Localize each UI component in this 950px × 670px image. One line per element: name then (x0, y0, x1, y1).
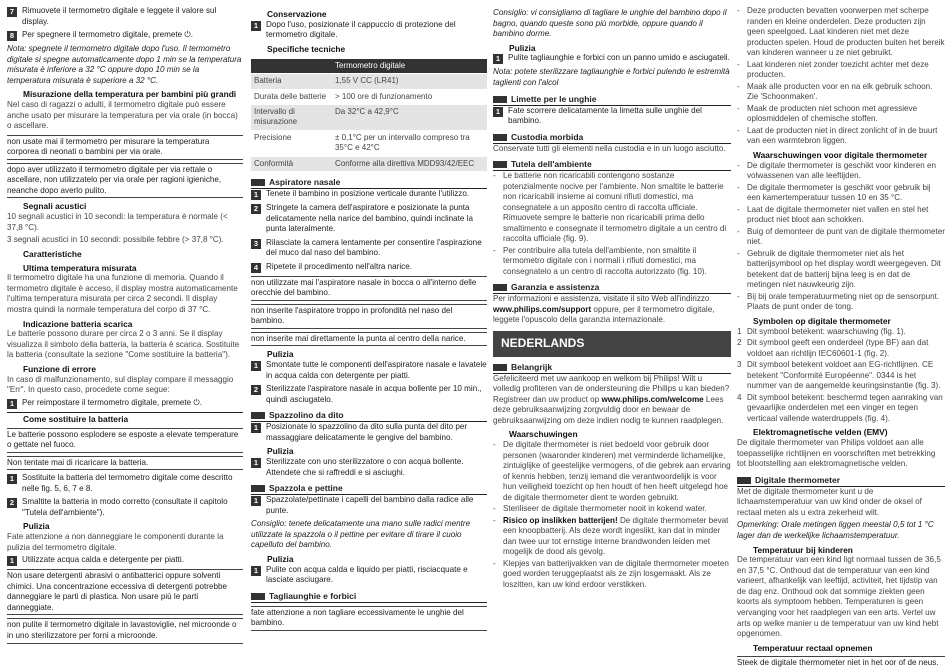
support-link[interactable]: www.philips.com/support (493, 304, 592, 314)
para-important: Gefeliciteerd met uw aankoop en welkom bij Philips! Wilt u volledig profiteren van de ondersteuning die Philips u kan bieden? Registreer dan uw product op www.philips.com/welcome Lees deze gebruiksaanwijzing zorgvuldig door en bewaar de gebruiksaanwijzing om deze indien nodig te kunnen raadplegen. (493, 373, 730, 425)
section-nasal-aspirator: Aspiratore nasale (251, 177, 487, 189)
list-item: - Risico op inslikken batterijen! De digitale thermometer bevat een knoopbatterij. Als deze wordt ingeslikt, kan dat in minder dan twee uur tot ernstige interne brandwonden leiden met mogelijk de dood als gevolg. (493, 515, 729, 557)
heading-older-children: Misurazione della temperatura per bambini più grandi (23, 89, 237, 100)
warning-oral-infants: non usate mai il termometro per misurare la temperatura corporea di neonati o bambini per via orale. (7, 135, 243, 160)
heading-symbols: Symbolen op digitale thermometer (753, 315, 891, 326)
step-aspirator-2: 2 Stringete la camera dell'aspiratore e posizionate la punta delicatamente nella narice del bambino, quindi inclinate la punta lateralmente. (251, 203, 487, 235)
para-beeps-fever: 3 segnali acustici in 10 secondi: possibile febbre (> 37,8 °C). (7, 235, 224, 245)
heading-emf: Elektromagnetische velden (EMV) (753, 427, 888, 438)
heading-low-battery: Indicazione batteria scarica (23, 318, 133, 329)
step-finger-clean: 1 Sterilizzate con uno sterilizzatore o con acqua bollente. Attendete che si raffreddi e si asciughi. (251, 457, 487, 478)
spec-header: Termometro digitale (332, 59, 487, 74)
step-aspirator-4: 4 Ripetete il procedimento nell'altra narice. (251, 262, 487, 273)
section-brush-comb: Spazzola e pettine (251, 483, 487, 495)
note-switch-off: Nota: spegnete il termometro digitale dopo l'uso. Il termometro digitale si spegne automaticamente dopo 1 min se la temperatura misurata è inferiore a 32 °C oppure dopo 10 min se la temperatura misurata è superiore a 32 °C. (7, 44, 242, 85)
heading-brush-cleaning: Pulizia (267, 553, 294, 564)
step-asp-clean-2: 2 Sterilizzate l'aspiratore nasale in acqua bollente per 10 min., quindi asciugatelo. (251, 384, 487, 405)
step-aspirator-3: 3 Rilasciate la camera lentamente per consentire l'aspirazione del muco dal naso del bambino. (251, 238, 487, 259)
step-7: 7 Rimuovete il termometro digitale e leggete il valore sul display. (7, 6, 243, 27)
section-important: Belangrijk (493, 362, 731, 374)
list-item: - De digitale thermometer is geschikt voor gebruik bij een kamertemperatuur tussen 10 en 35 °C. (737, 182, 931, 203)
para-older-children: Nel caso di ragazzi o adulti, il termometro digitale può essere anche usato per misurare la temperatura per via orale (in bocca) o ascellare. (7, 100, 238, 131)
section-marker-icon (493, 364, 507, 371)
column-dutch (737, 6, 945, 670)
warning-explode: Le batterie possono esplodere se esposte a elevate temperature o gettate nel fuoco. (7, 428, 243, 453)
list-item: 1 Dit symbool betekent: waarschuwing (fig. 1). (737, 326, 906, 336)
section-warranty: Garanzia e assistenza (493, 282, 731, 294)
heading-finger-cleaning: Pulizia (267, 446, 294, 457)
column-italian-1 (7, 6, 243, 647)
step-reset: 1 Per reimpostare il termometro digitale, premete ⏻. (7, 398, 243, 409)
heading-replace-battery: Come sostituire la batteria (7, 412, 243, 425)
section-marker-icon (251, 485, 265, 492)
heading-thermometer-warnings: Waarschuwingen voor digitale thermometer (753, 149, 928, 160)
heading-error: Funzione di errore (23, 363, 97, 374)
heading-cleaning: Pulizia (23, 521, 50, 532)
step-replace-1: 1 Sostituite la batteria del termometro digitale come descritto nelle fig. 5, 6, 7 e 8. (7, 473, 243, 494)
list-item: - Maak alle producten voor en na elk gebruik schoon. Zie 'Schoonmaken'. (737, 81, 933, 102)
para-warranty: Per informazioni e assistenza, visitate il sito Web all'indirizzo www.philips.com/support oppure, per il termometro digitale, leggete l'opuscolo della garanzia internazionale. (493, 294, 715, 325)
section-marker-icon (251, 593, 265, 600)
spec-row: Precisione ± 0,1°C per un intervallo compreso tra 35°C e 42°C (251, 130, 487, 156)
heading-features: Caratteristiche (23, 248, 82, 259)
step-brush-clean: 1 Pulite con acqua calda e liquido per piatti, risciacquate e lasciate asciugare. (251, 565, 487, 586)
list-item: - Deze producten bevatten voorwerpen met scherpe randen en kleine onderdelen. Deze producten zijn geen speelgoed. Laat kinderen niet met deze producten spelen. Houd de producten buiten het bereik van kinderen wanneer u ze niet gebruikt. (737, 6, 945, 58)
step-clean-1: 1 Utilizzate acqua calda e detergente per piatti. (7, 555, 243, 566)
list-item: 2 Dit symbool geeft een onderdeel (type BF) aan dat voldoet aan richtlijn IEC60601-1 (fig. 2). (737, 338, 929, 358)
list-item: - De digitale thermometer is geschikt voor kinderen en volwassenen van alle leeftijden. (737, 160, 936, 181)
para-low-battery: Le batterie possono durare per circa 2 o 3 anni. Se il display visualizza il simbolo della batteria, la batteria è scarica. Sostituite la batteria (consultate la sezione "Come sostituire la batteria"). (7, 329, 240, 360)
step-nail-file: 1 Fate scorrere delicatamente la limetta sulle unghie del bambino. (493, 106, 731, 127)
list-item: 4 Dit symbool betekent: beschermd tegen aanraking van gevaarlijke onderdelen met een vinger en tegen verticaal vallende waterdruppels (fig. 4). (737, 392, 943, 423)
spec-row: Intervallo di misurazione Da 32°C a 42,9°C (251, 105, 487, 131)
heading-specs: Specifiche tecniche (267, 43, 346, 54)
section-finger-brush: Spazzolino da dito (251, 410, 487, 422)
heading-scissors-cleaning: Pulizia (509, 42, 536, 53)
section-marker-icon (251, 412, 265, 419)
section-environment: Tutela dell'ambiente (493, 159, 731, 171)
warning-rectal: Steek de digitale thermometer niet in het oor of de neus. (737, 656, 945, 670)
column-italian-2 (251, 6, 487, 634)
warning-detergent: Non usare detergenti abrasivi o antibatterici oppure solventi chimici. Una concentrazione eccessiva di detergenti potrebbe danneggiare le parti di plastica. Non usare più le parti danneggiate. (7, 569, 243, 615)
heading-aspirator-cleaning: Pulizia (267, 349, 294, 360)
list-item: - Buig of demonteer de punt van de digitale thermometer niet. (737, 226, 945, 247)
warning-hygiene: dopo aver utilizzato il termometro digitale per via rettale o ascellare, non utilizzatelo per via orale per ragioni igieniche, neanche dopo averlo pulito. (7, 163, 243, 199)
list-item: 3 Dit symbool betekent voldoet aan EG-richtlijnen. CE betekent "Conformité Européenne". 0344 is het nummer van de aangemelde keuringsinstantie (fig. 3). (737, 360, 941, 391)
note-nails: Consiglio: vi consigliamo di tagliare le unghie del bambino dopo il bagno, quando queste sono più morbide, oppure quando il bambino dorme. (493, 8, 727, 39)
step-finger-brush: 1 Posizionate lo spazzolino da dito sulla punta del dito per massaggiare delicatamente le gengive del bambino. (251, 422, 487, 443)
list-item: - Per contribuire alla tutela dell'ambiente, non smaltite il termometro digitale con i normali i rifiuti domestici, ma consegnatelo a un centro di raccolta autorizzato (fig. 10). (493, 245, 707, 276)
spec-row: Durata delle batterie > 100 ore di funzionamento (251, 89, 487, 104)
heading-child-temperature: Temperatuur bij kinderen (753, 544, 853, 555)
warning-scissors: fate attenzione a non tagliare eccessivamente le unghie del bambino. (251, 606, 487, 631)
list-item: - Le batterie non ricaricabili contengono sostanze potenzialmente nocive per l'ambiente. Non smaltite le batterie non ricaricabili insieme ai comuni rifiuti domestici, ma consegnatele a un apposito centro di raccolta ufficiale. Rimuovete sempre le batterie non ricaricabili prima dello smaltimento e consegnate il termometro digitale a un centro di raccolta ufficiale (fig. 9). (493, 171, 727, 244)
note-oral: Opmerking: Orale metingen liggen meestal 0,5 tot 1 °C lager dan de werkelijke lichaamstemperatuur. (737, 520, 934, 540)
para-emf: De digitale thermometer van Philips voldoet aan alle toepasselijke richtlijnen en voorschriften met betrekking tot blootstelling aan elektromagnetische velden. (737, 438, 936, 469)
note-sterilize: Nota: potete sterilizzare tagliaunghie e forbici pulendo le estremità taglienti con l'alcol (493, 67, 730, 87)
section-marker-icon (251, 179, 265, 186)
section-scissors: Tagliaunghie e forbici (251, 591, 487, 603)
step-asp-clean-1: 1 Smontate tutte le componenti dell'aspiratore nasale e lavatele in acqua calda con detergente per piatti. (251, 360, 487, 381)
section-marker-icon (493, 134, 507, 141)
list-item: - Laat kinderen niet zonder toezicht achter met deze producten. (737, 59, 929, 80)
para-cleaning: Fate attenzione a non danneggiare le componenti durante la pulizia del termometro digitale. (7, 532, 224, 552)
language-banner: NEDERLANDS (493, 331, 731, 357)
warning-aspirator-center: non inserite mai direttamente la punta al centro della narice. (251, 332, 487, 347)
section-marker-icon (493, 161, 507, 168)
step-storage: 1 Dopo l'uso, posizionate il cappuccio di protezione del termometro digitale. (251, 20, 487, 41)
heading-rectal: Temperatuur rectaal opnemen (753, 642, 873, 653)
welcome-link[interactable]: www.philips.com/welcome (601, 394, 704, 404)
warning-aspirator-depth: non inserite l'aspiratore troppo in profondità nel naso del bambino. (251, 304, 487, 329)
list-item: - Laat de digitale thermometer niet vallen en stel het product niet bloot aan schokken. (737, 204, 929, 225)
spec-row: Conformità Conforme alla direttiva MDD93/42/EEC (251, 156, 487, 171)
list-item: - Maak de producten niet schoon met agressieve oplosmiddelen of chemische stoffen. (737, 103, 918, 124)
list-item: - Klepjes van batterijvakken van de digitale thermometer moeten goed worden teruggeplaatst als ze zijn losgemaakt. Als ze loszitten, kan uw kind erdoor verstikken. (493, 558, 729, 589)
step-replace-2: 2 Smaltite la batteria in modo corretto (consultate il capitolo "Tutela dell'ambiente"). (7, 497, 243, 518)
para-beeps-normal: 10 segnali acustici in 10 secondi: la temperatura è normale (< 37,8 °C). (7, 212, 228, 232)
heading-last-temperature: Ultima temperatura misurata (23, 262, 137, 273)
step-scissors-clean: 1 Pulite tagliaunghie e forbici con un panno umido e asciugateli. (493, 53, 731, 64)
warning-aspirator-mouth: non utilizzate mai l'aspiratore nasale in bocca o all'interno delle orecchie del bambino. (251, 276, 487, 301)
warning-recharge: Non tentate mai di ricaricare la batteria. (7, 456, 243, 471)
heading-warnings: Waarschuwingen (509, 429, 578, 440)
list-item: - Gebruik de digitale thermometer niet als het batterijsymbool op het display wordt weergegeven. Dit betekent dat de batterij bijna leeg is en dat de metingen niet nauwkeurig zijn. (737, 248, 941, 290)
step-brush: 1 Spazzolate/pettinate i capelli del bambino dalla radice alle punte. (251, 495, 487, 516)
list-item: - De digitale thermometer is niet bedoeld voor gebruik door personen (waaronder kinderen) met verminderde lichamelijke, zintuiglijke of geestelijke vermogens, of die gebrek aan ervaring of kennis hebben, tenzij iemand die verantwoordelijk is voor hun veiligheid toezicht op hen houdt of hen heeft uitgelegd hoe de digitale thermometer dient te worden gebruikt. (493, 440, 731, 502)
list-item: - Steriliseer de digitale thermometer nooit in kokend water. (493, 504, 707, 514)
section-digital-thermometer: Digitale thermometer (737, 475, 945, 487)
section-marker-icon (737, 477, 751, 484)
spec-row: Batteria 1,55 V CC (LR41) (251, 74, 487, 89)
section-nail-files: Limette per le unghie (493, 94, 731, 106)
heading-storage: Conservazione (267, 9, 327, 19)
section-marker-icon (493, 96, 507, 103)
spec-table (251, 59, 487, 172)
column-italian-dutch (493, 6, 731, 591)
para-memory: Il termometro digitale ha una funzione di memoria. Quando il termometro digitale è acceso, il display mostra automaticamente l'ultima temperatura misurata per circa 2 secondi. Il display mostra quindi la normale temperatura del corpo di 37 °C. (7, 273, 238, 314)
list-item: - Bij bij orale temperatuurmeting niet op de sensorpunt. Plaats de punt onder de tong. (737, 291, 940, 312)
para-digital: Met de digitale thermometer kunt u de lichaamstemperatuur van uw kind onder de oksel of rectaal meten als u extra zekerheid wilt. (737, 486, 922, 517)
section-marker-icon (493, 284, 507, 291)
list-item: - Laat de producten niet in direct zonlicht of in de buurt van een warmtebron liggen. (737, 125, 938, 146)
note-brush: Consiglio: tenete delicatamente una mano sulle radici mentre utilizzate la spazzola o il pettine per evitare di tirare il cuoio capelluto del bambino. (251, 519, 471, 550)
para-pouch: Conservate tutti gli elementi nella custodia e in un luogo asciutto. (493, 143, 726, 153)
section-pouch: Custodia morbida (493, 132, 731, 144)
step-aspirator-1: 1 Tenete il bambino in posizione verticale durante l'utilizzo. (251, 189, 487, 200)
warning-dishwasher: non pulite il termometro digitale in lavastoviglie, nel microonde o in uno sterilizzatore per forni a microonde. (7, 618, 243, 643)
heading-beeps: Segnali acustici (23, 201, 87, 212)
step-8: 8 Per spegnere il termometro digitale, premete ⏻. (7, 30, 243, 41)
para-child-temperature: De temperatuur van een kind ligt normaal tussen de 36,5 en 37,5 °C. Onthoud dat de temperatuur van een kind varieert, afhankelijk van leeftijd, activiteit, het tijdstip van de dag enz. Onthoud ook dat sommige ziekten geen koorts als symptoom hebben. Temperaturen is geen vervanging voor het raadplegen van een arts. Vertel uw arts op welke manier u de temperatuur van uw kind hebt opgenomen. (737, 555, 941, 639)
para-error: In caso di malfunzionamento, sul display compare il messaggio "Err". In questo caso, procedete come segue: (7, 374, 234, 395)
